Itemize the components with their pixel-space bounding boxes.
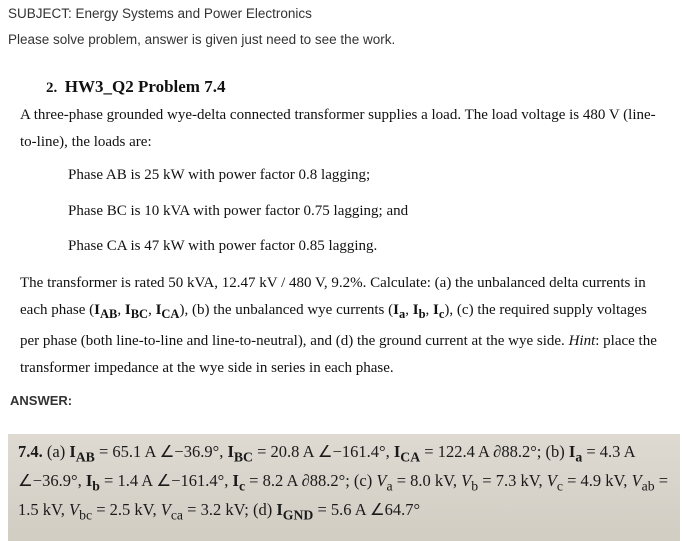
i-a-sub: a (398, 307, 406, 321)
ans-i-gnd: I (276, 499, 283, 519)
ans-v-b-sub: b (471, 478, 479, 494)
ans-i-a: I (568, 442, 576, 461)
answer-image (8, 434, 680, 541)
problem-title (46, 77, 225, 97)
ans-i-b: I (85, 470, 93, 490)
load-item: Phase AB is 25 kW with power factor 0.8 lagging; (68, 167, 371, 183)
i-c: I (433, 302, 439, 318)
ans-v-c-val: = 4.9 kV, (562, 470, 632, 490)
ans-i-ab: I (69, 442, 76, 461)
i-ca: I (155, 302, 162, 318)
ans-v-bc-val: = 2.5 kV, (92, 499, 161, 519)
ans-i-ca-val: = 122.4 A ∂88.2°; (b) (420, 442, 569, 461)
problem-title-text: HW3_Q2 Problem 7.4 (64, 77, 226, 96)
ans-i-c-sub: c (238, 478, 246, 494)
ans-v-ca-val: = 3.2 kV; (d) (183, 499, 277, 519)
ans-i-a-val: = 4.3 A ∠−36.9°, (18, 442, 635, 490)
load-item: Phase CA is 47 kW with power factor 0.85 lagging. (68, 238, 378, 254)
answer-part: (a) (42, 442, 70, 461)
i-ab-sub: AB (99, 307, 118, 321)
body-text: ), (b) the unbalanced wye currents ( (179, 302, 394, 318)
i-bc: I (124, 302, 131, 318)
ans-i-a-sub: a (575, 449, 583, 465)
ans-v-a-val: = 8.0 kV, (392, 470, 462, 490)
problem-intro: A three-phase grounded wye-delta connected transformer supplies a load. The load voltage is 480 V (line-to-line), the loads are: (20, 107, 656, 150)
i-b: I (412, 302, 419, 318)
ans-v-ab-sub: ab (641, 478, 655, 494)
ans-v-ca: V (160, 499, 171, 519)
answer-number: 7.4. (18, 442, 43, 461)
ans-i-ab-val: = 65.1 A ∠−36.9°, (94, 442, 228, 461)
ans-i-b-sub: b (92, 478, 100, 494)
ans-v-ab: V (631, 470, 642, 490)
load-item: Phase BC is 10 kVA with power factor 0.75 lagging; and (68, 203, 409, 219)
i-b-sub: b (418, 307, 426, 321)
ans-i-c-val: = 8.2 A ∂88.2°; (c) (245, 470, 377, 490)
ans-i-gnd-val: = 5.6 A ∠64.7° (313, 499, 421, 519)
ans-i-ab-sub: AB (75, 449, 95, 465)
ans-v-b: V (461, 470, 472, 490)
body-text: ), (c) the required supply voltages per phase (both line-to-line and line-to-neutral), and (d) the ground current at the wye side. (20, 302, 647, 349)
i-a: I (393, 302, 399, 318)
ans-v-c: V (546, 470, 557, 490)
ans-v-ab-val: = 1.5 kV, (18, 470, 669, 519)
ans-v-bc-sub: bc (79, 506, 93, 522)
ans-i-bc: I (227, 442, 234, 461)
ans-i-bc-sub: BC (233, 449, 253, 465)
ans-i-ca: I (393, 442, 401, 461)
hint-text: : place the transformer impedance at the wye side in series in each phase. (20, 333, 657, 376)
sep: , (425, 302, 434, 318)
answer-label: ANSWER: (10, 393, 73, 408)
problem-body (20, 270, 660, 382)
ans-v-a: V (376, 470, 387, 490)
ans-v-a-sub: a (386, 478, 393, 494)
ans-v-b-val: = 7.3 kV, (478, 470, 547, 490)
request-line: Please solve problem, answer is given just need to see the work. (8, 32, 396, 47)
ans-v-ca-sub: ca (170, 506, 184, 522)
body-text: The transformer is rated 50 kVA, 12.47 kV / 480 V, 9.2%. Calculate: (a) the unbalanced delta currents in each phase ( (20, 275, 646, 318)
ans-i-gnd-sub: GND (282, 506, 314, 522)
sep: , (148, 302, 156, 318)
ans-i-ca-sub: CA (400, 449, 421, 465)
i-bc-sub: BC (130, 307, 149, 321)
ans-i-b-val: = 1.4 A ∠−161.4°, (99, 470, 233, 490)
problem-number: 2. (46, 80, 58, 96)
ans-i-bc-val: = 20.8 A ∠−161.4°, (253, 442, 394, 461)
ans-i-c: I (232, 470, 239, 490)
hint-label: Hint (568, 333, 596, 349)
i-ab: I (94, 302, 100, 318)
sep: , (405, 302, 413, 318)
ans-v-c-sub: c (556, 478, 563, 494)
answer-text (18, 440, 673, 526)
sep: , (117, 302, 125, 318)
subject-line: SUBJECT: Energy Systems and Power Electronics (8, 6, 312, 21)
i-ca-sub: CA (161, 307, 180, 321)
i-c-sub: c (438, 307, 445, 321)
ans-v-bc: V (69, 499, 80, 519)
